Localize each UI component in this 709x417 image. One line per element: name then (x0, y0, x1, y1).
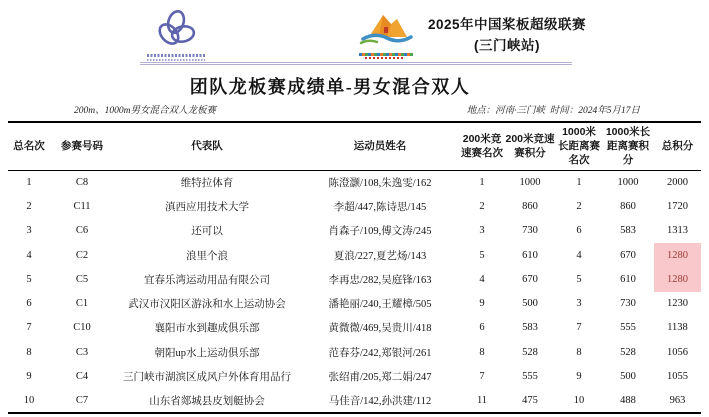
cell-total-points: 1230 (667, 298, 688, 310)
meta-line (74, 102, 640, 116)
cell-athletes: 肖森子/109,傅文涛/245 (328, 226, 432, 238)
cell-r1000-points: 528 (620, 346, 636, 358)
table-row (8, 389, 701, 413)
cell-team: 三门峡市湖滨区成风户外体育用品行 (123, 372, 291, 384)
cell-rank: 7 (26, 322, 32, 334)
table-row (8, 292, 701, 316)
cell-athletes: 夏浪/227,夏艺炀/143 (333, 250, 427, 262)
table-row (8, 364, 701, 388)
cell-athletes: 范春芬/242,郑银河/261 (328, 347, 432, 359)
cell-r1000-rank: 8 (576, 346, 582, 358)
cell-number: C6 (75, 225, 89, 237)
cell-r200-points: 1000 (519, 176, 541, 188)
cell-rank: 9 (26, 371, 32, 383)
column-header: 1000米长距离赛积分 (605, 126, 651, 167)
cell-r200-points: 500 (522, 298, 538, 310)
cell-total-points: 963 (669, 394, 686, 406)
cell-team: 浪里个浪 (186, 250, 228, 262)
cell-r200-rank: 8 (479, 346, 485, 358)
cell-rank: 1 (26, 176, 32, 188)
cell-r1000-rank: 7 (576, 322, 582, 334)
cell-team: 山东省郯城县皮划艇协会 (149, 395, 265, 407)
cell-r200-points: 670 (522, 273, 538, 285)
cell-r200-rank: 7 (479, 371, 485, 383)
cell-number: C5 (75, 273, 89, 285)
cell-r200-points: 860 (522, 200, 538, 212)
cell-rank: 10 (23, 394, 35, 406)
cell-r1000-rank: 3 (576, 298, 582, 310)
cell-r1000-points: 1000 (617, 176, 639, 188)
cell-r1000-rank: 2 (576, 200, 582, 212)
cell-number: C10 (73, 322, 91, 334)
table-body (8, 170, 701, 413)
cell-r200-rank: 6 (479, 322, 485, 334)
cell-total-points: 1056 (667, 346, 688, 358)
cell-team: 宜春乐湾运动用品有限公司 (144, 274, 270, 286)
time-label: 时间：2024年5月17日 (549, 106, 640, 116)
event-description: 200m、1000m男女混合双人龙板赛 (74, 106, 216, 116)
page-title: 团队龙板赛成绩单-男女混合双人 (189, 77, 471, 97)
cell-total-points: 2000 (667, 176, 688, 188)
column-header: 代表队 (191, 140, 223, 153)
cell-r200-points: 730 (522, 225, 538, 237)
cell-team: 维特拉体育 (180, 177, 234, 189)
results-table (8, 121, 701, 414)
cell-r200-rank: 3 (479, 225, 485, 237)
column-header: 200米竞速赛名次 (461, 133, 503, 160)
cell-r1000-points: 610 (620, 273, 636, 285)
column-header: 总名次 (13, 140, 45, 153)
cell-number: C11 (73, 200, 91, 212)
column-header: 1000米长距离赛名次 (558, 126, 600, 167)
cell-r200-points: 475 (522, 394, 538, 406)
cell-rank: 4 (26, 249, 32, 261)
cell-r1000-points: 555 (620, 322, 636, 334)
cell-team: 朝阳up水上运动俱乐部 (154, 347, 260, 359)
mountain-wave-logo-icon (357, 34, 415, 51)
cell-rank: 3 (26, 225, 32, 237)
table-row (8, 267, 701, 291)
cell-athletes: 黄微微/469,吴贵川/418 (328, 323, 432, 335)
cell-team: 襄阳市水到趣成俱乐部 (154, 323, 260, 335)
event-brand (353, 11, 586, 60)
cell-total-points: 1720 (667, 200, 688, 212)
column-header: 参赛号码 (61, 140, 103, 153)
association-logo-caption (147, 54, 205, 62)
event-logo (353, 11, 419, 60)
table-row (8, 316, 701, 340)
cell-team: 武汉市汉阳区游泳和水上运动协会 (128, 299, 286, 311)
cell-athletes: 李超/447,陈诗思/145 (333, 201, 427, 213)
association-logo (147, 8, 205, 62)
cell-r200-rank: 1 (479, 176, 485, 188)
cell-team: 滇西应用技术大学 (165, 201, 249, 213)
cell-r200-points: 610 (522, 249, 538, 261)
cell-r1000-points: 670 (620, 249, 636, 261)
cell-r1000-points: 860 (620, 200, 636, 212)
cell-r1000-rank: 9 (576, 371, 582, 383)
cell-r1000-rank: 4 (576, 249, 582, 261)
cell-athletes: 潘艳丽/240,王耀樟/505 (328, 299, 432, 311)
cell-rank: 6 (26, 298, 32, 310)
cell-rank: 5 (26, 273, 32, 285)
cell-total-points: 1055 (667, 371, 688, 383)
cell-total-points: 1280 (654, 243, 701, 267)
cell-number: C1 (75, 298, 89, 310)
cell-r200-rank: 2 (479, 200, 485, 212)
competition-title-line2: (三门峡站) (474, 37, 541, 53)
cell-r1000-rank: 5 (576, 273, 582, 285)
cell-r1000-points: 500 (620, 371, 636, 383)
cell-rank: 8 (26, 346, 32, 358)
cell-rank: 2 (26, 200, 32, 212)
cell-total-points: 1313 (667, 225, 688, 237)
table-row (8, 219, 701, 243)
knot-emblem-logo-icon (147, 8, 205, 52)
table-row (8, 243, 701, 267)
header-divider (140, 62, 572, 65)
cell-number: C3 (75, 346, 89, 358)
cell-r200-points: 528 (522, 346, 538, 358)
cell-athletes: 张绍甫/205,郑二娟/247 (328, 372, 432, 384)
cell-total-points: 1280 (654, 267, 701, 291)
cell-athletes: 陈澄灏/108,朱逸雯/162 (328, 177, 432, 189)
cell-r1000-points: 488 (620, 394, 636, 406)
cell-r200-rank: 11 (476, 394, 488, 406)
cell-athletes: 马佳音/142,孙洪建/112 (328, 395, 432, 407)
table-row (8, 194, 701, 218)
column-header: 200米竞速赛积分 (505, 133, 555, 160)
table-row (8, 340, 701, 364)
competition-title-line1: 2025年中国桨板超级联赛 (428, 17, 587, 33)
cell-number: C2 (75, 249, 89, 261)
column-header: 总积分 (661, 140, 694, 153)
cell-r200-rank: 5 (479, 249, 485, 261)
cell-r200-points: 583 (522, 322, 538, 334)
location-time (467, 102, 640, 116)
table-row (8, 170, 701, 194)
location-label: 地点：河南·三门峡 (466, 106, 545, 116)
cell-r1000-rank: 10 (573, 394, 585, 406)
cell-r200-points: 555 (522, 371, 538, 383)
cell-number: C7 (75, 394, 89, 406)
cell-number: C4 (75, 371, 89, 383)
cell-r1000-points: 583 (620, 225, 636, 237)
competition-title (428, 15, 586, 56)
cell-number: C8 (75, 176, 89, 188)
cell-r200-rank: 9 (479, 298, 485, 310)
cell-team: 还可以 (191, 226, 223, 238)
cell-r1000-rank: 1 (576, 176, 582, 188)
event-logo-caption (353, 53, 419, 60)
cell-athletes: 李再忠/282,吴庭锋/163 (328, 274, 432, 286)
cell-r200-rank: 4 (479, 273, 485, 285)
cell-total-points: 1138 (667, 322, 688, 334)
table-header-row (8, 122, 701, 170)
cell-r1000-rank: 6 (576, 225, 582, 237)
column-header: 运动员姓名 (353, 140, 407, 153)
cell-r1000-points: 730 (620, 298, 636, 310)
